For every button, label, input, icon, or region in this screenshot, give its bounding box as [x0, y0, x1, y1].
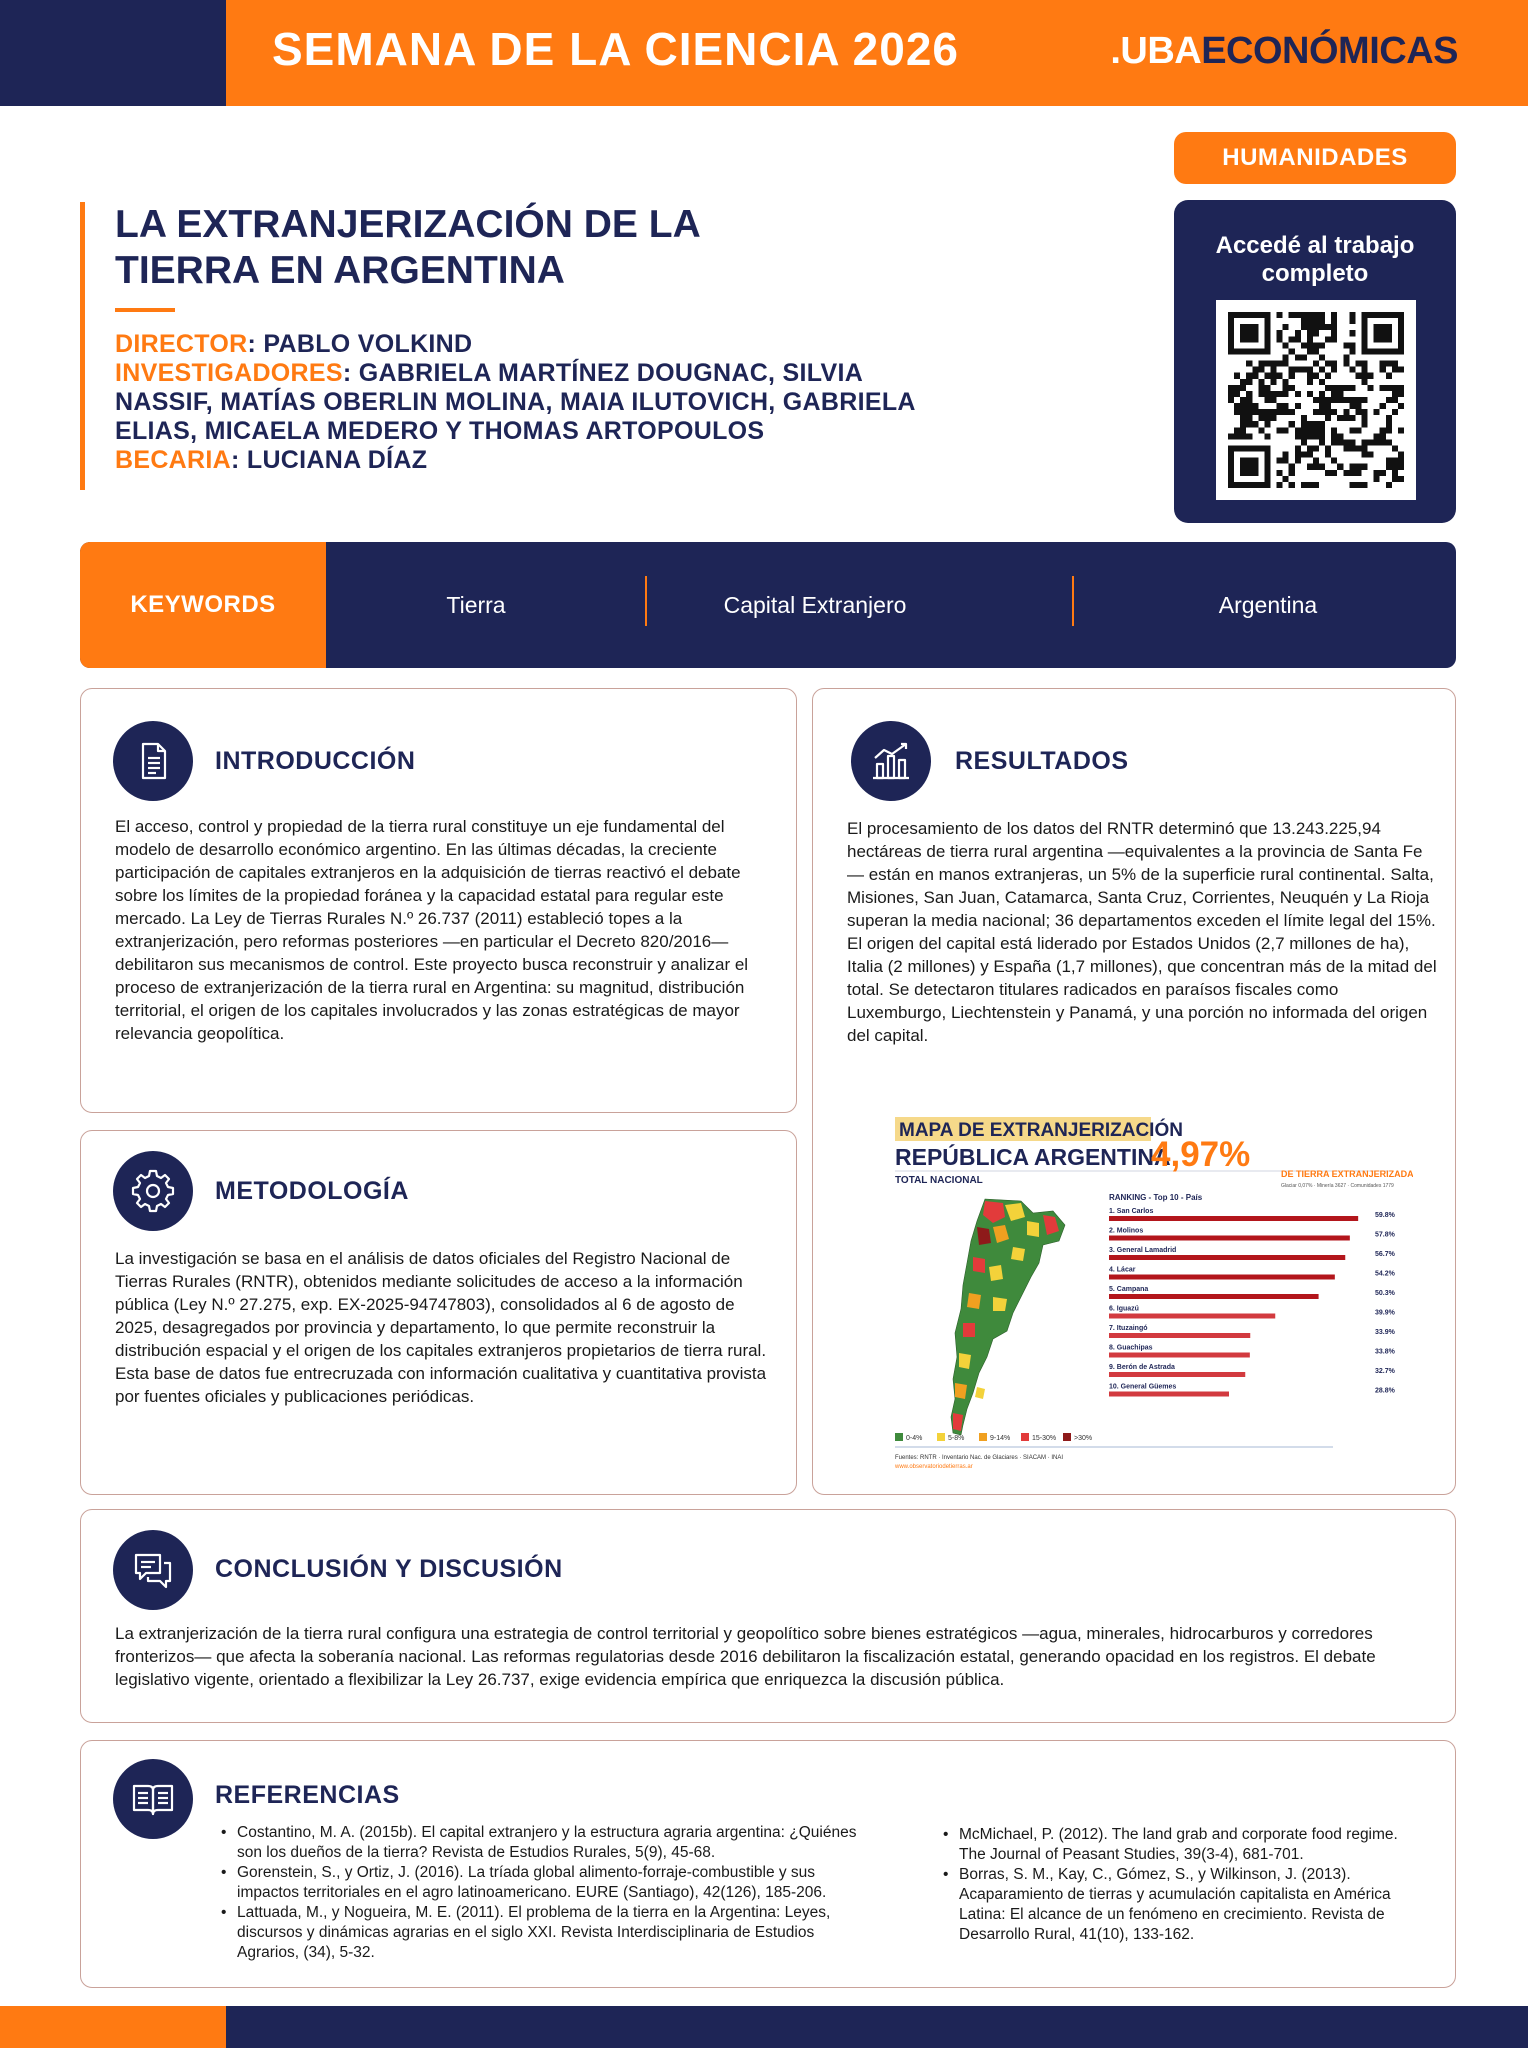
keywords-band [80, 542, 1456, 668]
ranking-value-label: 59.8% [1375, 1212, 1395, 1219]
metodologia-body: La investigación se basa en el análisis de datos oficiales del Registro Nacional de Tierras Rurales (RNTR), obtenidos mediante solicitudes de acceso a la información pública (Ley N.º 27.275, exp. EX-2025-94747803), consolidados al 6 de agosto de 2025, desagregados por provincia y departamento, lo que permite reconstruir la distribución espacial y el origen de los capitales extranjeros propietarios de tierra rural. Esta base de datos fue entrecruzada con información cualitativa y cuantitativa provista por fuentes oficiales y publicaciones periódicas. [115, 1249, 767, 1406]
map-headline-detail: Glaciar 0,07% · Minería 3627 · Comunidades 1779 [1281, 1183, 1394, 1189]
keywords-label: KEYWORDS [80, 542, 326, 668]
fellow-line [115, 446, 945, 475]
reference-item: • McMichael, P. (2012). The land grab and corporate food regime. The Journal of Peasant Studies, 39(3-4), 681-701. [943, 1825, 1403, 1865]
bar-chart-icon [851, 721, 931, 801]
ranking-value-label: 33.9% [1375, 1329, 1395, 1336]
brand-prefix: .UBA [1110, 30, 1202, 72]
director-name: : PABLO VOLKIND [247, 330, 473, 358]
ranking-value-label: 39.9% [1375, 1309, 1395, 1317]
keyword-divider [645, 576, 647, 626]
legend-swatch [979, 1433, 987, 1441]
map-source: Fuentes: RNTR · Inventario Nac. de Glaciares · SIACAM · INAI [895, 1455, 1064, 1461]
legend-label: 0-4% [906, 1435, 923, 1442]
title-accent-rule [80, 202, 85, 490]
ranking-value-label: 32.7% [1375, 1368, 1395, 1375]
conclusion-title: CONCLUSIÓN Y DISCUSIÓN [215, 1555, 563, 1583]
ranking-category-label: 2. Molinos [1109, 1227, 1144, 1235]
legend-swatch [1063, 1433, 1071, 1441]
footer-band [226, 2006, 1528, 2048]
map-legend [895, 1433, 1092, 1442]
brand-suffix: ECONÓMICAS [1201, 30, 1458, 72]
reference-item: • Lattuada, M., y Nogueira, M. E. (2011). El problema de la tierra en la Argentina: Leyes, discursos y dinámicas agrarias en el siglo XXI. Revista Interdisciplinaria de Estudios Agrarios, (34), 5-32. [221, 1903, 861, 1963]
introduccion-card [80, 688, 797, 1113]
qr-caption-line1: Accedé al trabajo [1215, 232, 1415, 259]
ranking-value-label: 56.7% [1375, 1251, 1395, 1258]
credits [115, 330, 945, 475]
area-badge: HUMANIDADES [1174, 132, 1456, 184]
referencias-title: REFERENCIAS [215, 1781, 400, 1809]
keyword-argentina: Argentina [1218, 591, 1318, 618]
poster-title-line2: TIERRA EN ARGENTINA [115, 249, 565, 292]
legend-label: 15-30% [1032, 1435, 1057, 1442]
header-left-block [0, 0, 226, 106]
document-icon [113, 721, 193, 801]
ranking-title: RANKING - Top 10 - País [1109, 1193, 1203, 1202]
ranking-bar [1109, 1236, 1350, 1241]
ranking-value-label: 57.8% [1375, 1231, 1395, 1239]
investigators-line [115, 359, 945, 446]
references-left [221, 1823, 861, 1963]
ranking-category-label: 10. General Güemes [1109, 1383, 1177, 1391]
qr-caption-line2: completo [1261, 260, 1369, 287]
ranking-bars [1109, 1208, 1396, 1397]
resultados-card [812, 688, 1456, 1495]
map-headline-value: 4,97% [1151, 1135, 1251, 1174]
brand-logo [1110, 30, 1458, 73]
event-title: SEMANA DE LA CIENCIA 2026 [272, 23, 960, 75]
ranking-bar [1109, 1216, 1358, 1221]
map-title-line2: REPÚBLICA ARGENTINA [895, 1144, 1171, 1170]
resultados-title: RESULTADOS [955, 747, 1129, 775]
map-chart [893, 1117, 1413, 1487]
map-headline-caption: DE TIERRA EXTRANJERIZADA [1281, 1169, 1413, 1179]
fellow-name: : LUCIANA DÍAZ [231, 446, 428, 474]
legend-swatch [937, 1433, 945, 1441]
references-right [943, 1825, 1403, 1945]
ranking-value-label: 33.8% [1375, 1348, 1395, 1356]
ranking-bar [1109, 1333, 1250, 1338]
legend-label: 5-8% [948, 1435, 965, 1442]
ranking-category-label: 3. General Lamadrid [1109, 1247, 1177, 1254]
director-role: DIRECTOR [115, 330, 248, 358]
legend-swatch [895, 1433, 903, 1441]
introduccion-body: El acceso, control y propiedad de la tierra rural constituye un eje fundamental del modelo de desarrollo económico argentino. En las últimas décadas, la creciente participación de capitales extranjeros en la adquisición de tierras reactivó el debate sobre los límites de la propiedad foránea y la capacidad estatal para regular este mercado. La Ley de Tierras Rurales N.º 26.737 (2011) estableció topes a la extranjerización, pero reformas posteriores —en particular el Decreto 820/2016— debilitaron sus mecanismos de control. Este proyecto busca reconstruir y analizar el proceso de extranjerización de la tierra rural en Argentina: su magnitud, distribución territorial, el origen de los capitales involucrados y las zonas estratégicas de mayor relevancia geopolítica. [115, 817, 749, 1043]
qr-code-icon [1228, 312, 1404, 488]
poster-title [115, 202, 815, 294]
open-book-icon [113, 1759, 193, 1839]
gear-icon [113, 1151, 193, 1231]
reference-item: • Borras, S. M., Kay, C., Gómez, S., y Wilkinson, J. (2013). Acaparamiento de tierras y acumulación capitalista en América Latina: El alcance de un fenómeno en crecimiento. Revista de Desarrollo Rural, 41(10), 133-162. [943, 1865, 1403, 1945]
map-url: www.observatoriodetierras.ar [895, 1464, 973, 1470]
ranking-value-label: 54.2% [1375, 1270, 1395, 1278]
poster-title-line1: LA EXTRANJERIZACIÓN DE LA [115, 203, 701, 246]
argentina-map [951, 1199, 1065, 1435]
metodologia-card [80, 1130, 797, 1495]
ranking-category-label: 4. Lácar [1109, 1266, 1136, 1274]
ranking-bar [1109, 1353, 1250, 1358]
ranking-category-label: 9. Berón de Astrada [1109, 1364, 1175, 1371]
ranking-bar [1109, 1255, 1345, 1260]
conclusion-body: La extranjerización de la tierra rural configura una estrategia de control territorial y geopolítico sobre bienes estratégicos —agua, minerales, hidrocarburos y corredores fronterizos— que afecta la soberanía nacional. Las reformas regulatorias desde 2016 debilitaron la fiscalización estatal, generando opacidad en los registros. El debate legislativo vigente, orientado a flexibilizar la Ley 26.737, exige evidencia empírica que enriquezca la discusión pública. [115, 1624, 1376, 1689]
ranking-category-label: 5. Campana [1109, 1286, 1149, 1293]
introduccion-title: INTRODUCCIÓN [215, 747, 416, 775]
footer-left-block [0, 2006, 226, 2048]
map-title-line1: MAPA DE EXTRANJERIZACIÓN [899, 1120, 1183, 1141]
title-underline [115, 308, 175, 312]
conclusion-card [80, 1509, 1456, 1723]
ranking-category-label: 8. Guachipas [1109, 1344, 1153, 1352]
ranking-category-label: 6. Iguazú [1109, 1305, 1139, 1313]
keyword-capital-extranjero: Capital Extranjero [723, 591, 907, 618]
investigators-role: INVESTIGADORES [115, 359, 343, 387]
ranking-bar [1109, 1372, 1245, 1377]
referencias-card [80, 1740, 1456, 1988]
director-line [115, 330, 945, 359]
keyword-tierra: Tierra [446, 591, 506, 618]
qr-panel[interactable] [1174, 200, 1456, 523]
ranking-value-label: 28.8% [1375, 1387, 1395, 1395]
ranking-bar [1109, 1294, 1319, 1299]
resultados-body: El procesamiento de los datos del RNTR determinó que 13.243.225,94 hectáreas de tierra rural argentina —equivalentes a la provincia de Santa Fe— están en manos extranjeras, un 5% de la superficie rural continental. Salta, Misiones, San Juan, Catamarca, Santa Cruz, Corrientes, Neuquén y La Rioja superan la media nacional; 36 departamentos exceden el límite legal del 15%. El origen del capital está liderado por Estados Unidos (2,7 millones de ha), Italia (2 millones) y España (1,7 millones), que concentran más de la mitad del total. Se detectaron titulares radicados en paraísos fiscales como Luxemburgo, Liechtenstein y Panamá, y una porción no informada del origen del capital. [847, 819, 1437, 1045]
qr-code[interactable] [1216, 300, 1416, 500]
ranking-bar [1109, 1314, 1275, 1319]
ranking-bar [1109, 1392, 1229, 1397]
chat-bubbles-icon [113, 1530, 193, 1610]
map-figure [893, 1117, 1413, 1487]
ranking-category-label: 7. Ituzaingó [1109, 1325, 1148, 1332]
ranking-bar [1109, 1275, 1335, 1280]
legend-label: 9-14% [990, 1435, 1011, 1442]
ranking-value-label: 50.3% [1375, 1290, 1395, 1297]
investigators-names: : GABRIELA MARTÍNEZ DOUGNAC, SILVIA NASSIF, MATÍAS OBERLIN MOLINA, MAIA ILUTOVICH, GABRIELA ELIAS, MICAELA MEDERO Y THOMAS ARTOPOULOS [115, 359, 915, 445]
legend-label: >30% [1074, 1435, 1093, 1442]
qr-caption [1174, 232, 1456, 288]
ranking-category-label: 1. San Carlos [1109, 1208, 1154, 1215]
metodologia-title: METODOLOGÍA [215, 1177, 409, 1205]
reference-item: • Gorenstein, S., y Ortiz, J. (2016). La tríada global alimento-forraje-combustible y sus impactos territoriales en el agro latinoamericano. EURE (Santiago), 42(126), 185-206. [221, 1863, 861, 1903]
legend-swatch [1021, 1433, 1029, 1441]
reference-item: • Costantino, M. A. (2015b). El capital extranjero y la estructura agraria argentina: ¿Quiénes son los dueños de la tierra? Revista de Estudios Rurales, 5(9), 45-68. [221, 1823, 861, 1863]
keyword-divider [1072, 576, 1074, 626]
fellow-role: BECARIA [115, 446, 231, 474]
map-subtitle: TOTAL NACIONAL [895, 1175, 983, 1186]
